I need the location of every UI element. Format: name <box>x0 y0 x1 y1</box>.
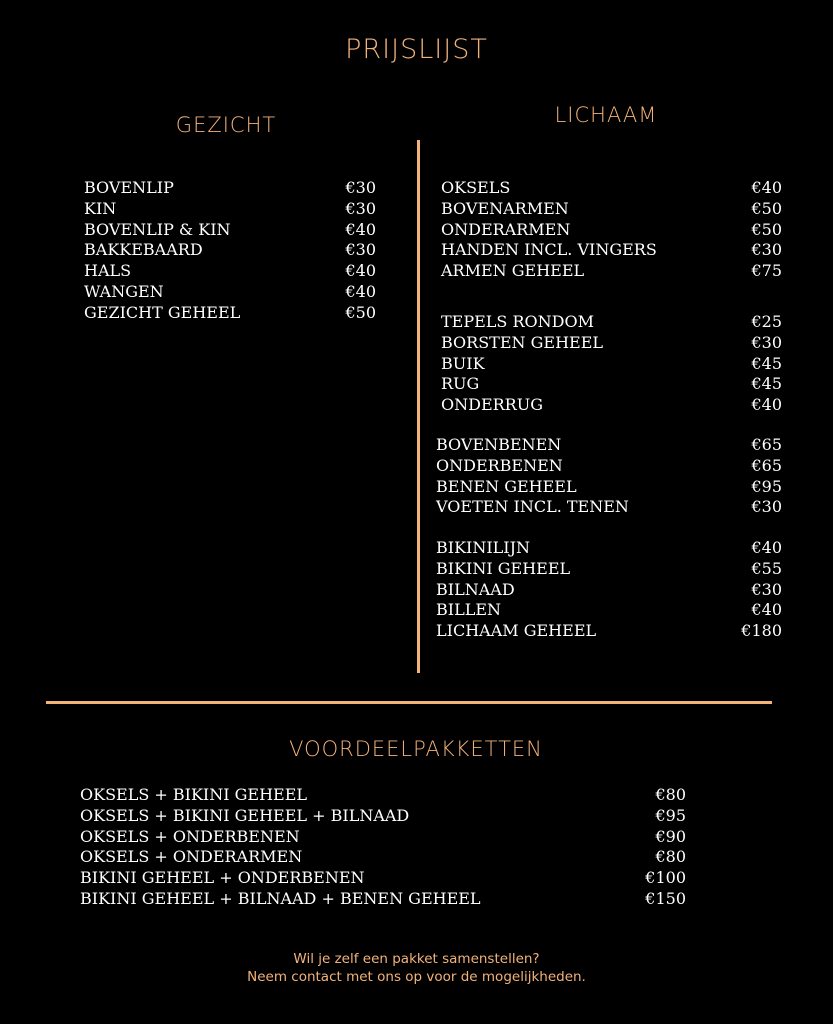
contact-note-line1: Wil je zelf een pakket samenstellen? <box>293 951 540 967</box>
item-price: €50 <box>345 302 376 322</box>
item-price: €55 <box>751 558 782 578</box>
price-row <box>441 333 782 354</box>
item-name: BIKINI GEHEEL <box>436 558 571 578</box>
column-divider <box>417 140 420 673</box>
page-title: PRIJSLIJST <box>345 34 488 65</box>
item-price: €40 <box>751 600 782 620</box>
lichaam-group-legs <box>436 435 782 518</box>
item-name: GEZICHT GEHEEL <box>84 302 241 322</box>
contact-note <box>0 950 833 986</box>
item-price: €45 <box>751 374 782 394</box>
gezicht-list <box>84 178 376 324</box>
item-name: VOETEN INCL. TENEN <box>436 497 629 517</box>
item-name: ARMEN GEHEEL <box>441 261 585 281</box>
item-price: €40 <box>345 281 376 301</box>
item-price: €30 <box>751 332 782 352</box>
price-row <box>80 827 686 848</box>
gezicht-heading: GEZICHT <box>175 113 277 137</box>
lichaam-group-bikini <box>436 538 782 642</box>
price-row <box>80 847 686 868</box>
item-name: OKSELS + ONDERARMEN <box>80 847 303 867</box>
pakketten-heading: VOORDEELPAKKETTEN <box>289 737 543 761</box>
item-price: €40 <box>751 538 782 557</box>
price-row <box>441 312 782 333</box>
item-price: €50 <box>751 198 782 218</box>
item-price: €95 <box>655 805 686 825</box>
price-row <box>441 395 782 416</box>
price-row <box>436 580 782 601</box>
item-price: €40 <box>345 219 376 239</box>
price-row <box>80 889 686 910</box>
item-price: €150 <box>645 888 686 908</box>
item-name: BIKINILIJN <box>436 538 531 557</box>
price-row <box>84 261 376 282</box>
price-row <box>84 303 376 324</box>
item-price: €80 <box>655 785 686 804</box>
contact-note-line2: Neem contact met ons op voor de mogelijkheden. <box>247 969 586 985</box>
price-row <box>436 600 782 621</box>
price-row <box>436 497 782 518</box>
price-row <box>80 785 686 806</box>
item-name: RUG <box>441 374 480 394</box>
item-price: €50 <box>751 219 782 239</box>
price-row <box>441 199 782 220</box>
item-name: TEPELS RONDOM <box>441 312 594 331</box>
price-row <box>84 199 376 220</box>
item-price: €40 <box>751 178 782 197</box>
item-name: LICHAAM GEHEEL <box>436 621 597 641</box>
price-row <box>436 477 782 498</box>
item-name: BOVENBENEN <box>436 435 562 454</box>
price-row <box>84 240 376 261</box>
price-row <box>80 868 686 889</box>
item-name: BOVENLIP & KIN <box>84 219 231 239</box>
item-name: BORSTEN GEHEEL <box>441 332 604 352</box>
item-name: BOVENLIP <box>84 178 174 197</box>
item-name: WANGEN <box>84 281 164 301</box>
item-name: HANDEN INCL. VINGERS <box>441 240 657 260</box>
price-row <box>441 261 782 282</box>
item-name: HALS <box>84 261 132 281</box>
lichaam-group-arms <box>441 178 782 282</box>
item-name: BIKINI GEHEEL + ONDERBENEN <box>80 868 365 888</box>
lichaam-heading: LICHAAM <box>554 103 658 127</box>
item-name: OKSELS + BIKINI GEHEEL <box>80 785 308 804</box>
item-name: OKSELS + BIKINI GEHEEL + BILNAAD <box>80 805 410 825</box>
item-name: BOVENARMEN <box>441 198 569 218</box>
item-price: €100 <box>645 868 686 888</box>
item-price: €180 <box>741 621 782 641</box>
section-divider <box>46 701 772 704</box>
item-name: ONDERRUG <box>441 395 543 415</box>
item-name: OKSELS + ONDERBENEN <box>80 826 300 846</box>
item-price: €80 <box>655 847 686 867</box>
item-price: €65 <box>751 455 782 475</box>
price-row <box>441 220 782 241</box>
price-row <box>84 178 376 199</box>
item-name: BUIK <box>441 353 485 373</box>
item-name: ONDERBENEN <box>436 455 563 475</box>
item-price: €90 <box>655 826 686 846</box>
price-row <box>80 806 686 827</box>
price-row <box>436 456 782 477</box>
item-price: €40 <box>751 395 782 415</box>
price-row <box>84 220 376 241</box>
item-price: €45 <box>751 353 782 373</box>
item-price: €75 <box>751 261 782 281</box>
price-row <box>441 354 782 375</box>
item-name: BILLEN <box>436 600 502 620</box>
item-price: €95 <box>751 476 782 496</box>
item-price: €30 <box>345 178 376 197</box>
price-row <box>84 282 376 303</box>
item-price: €30 <box>751 579 782 599</box>
price-row <box>441 178 782 199</box>
item-name: BILNAAD <box>436 579 515 599</box>
price-row <box>441 374 782 395</box>
item-name: BAKKEBAARD <box>84 240 203 260</box>
item-name: ONDERARMEN <box>441 219 571 239</box>
item-price: €25 <box>751 312 782 331</box>
item-name: BIKINI GEHEEL + BILNAAD + BENEN GEHEEL <box>80 888 481 908</box>
item-price: €30 <box>345 240 376 260</box>
item-name: OKSELS <box>441 178 511 197</box>
price-row <box>436 435 782 456</box>
price-row <box>441 240 782 261</box>
item-name: BENEN GEHEEL <box>436 476 577 496</box>
item-name: KIN <box>84 198 117 218</box>
price-row <box>436 559 782 580</box>
price-row <box>436 621 782 642</box>
item-price: €30 <box>751 240 782 260</box>
pakketten-list <box>80 785 686 910</box>
item-price: €30 <box>751 497 782 517</box>
price-row <box>436 538 782 559</box>
item-price: €30 <box>345 198 376 218</box>
item-price: €65 <box>751 435 782 454</box>
item-price: €40 <box>345 261 376 281</box>
lichaam-group-torso <box>441 312 782 416</box>
